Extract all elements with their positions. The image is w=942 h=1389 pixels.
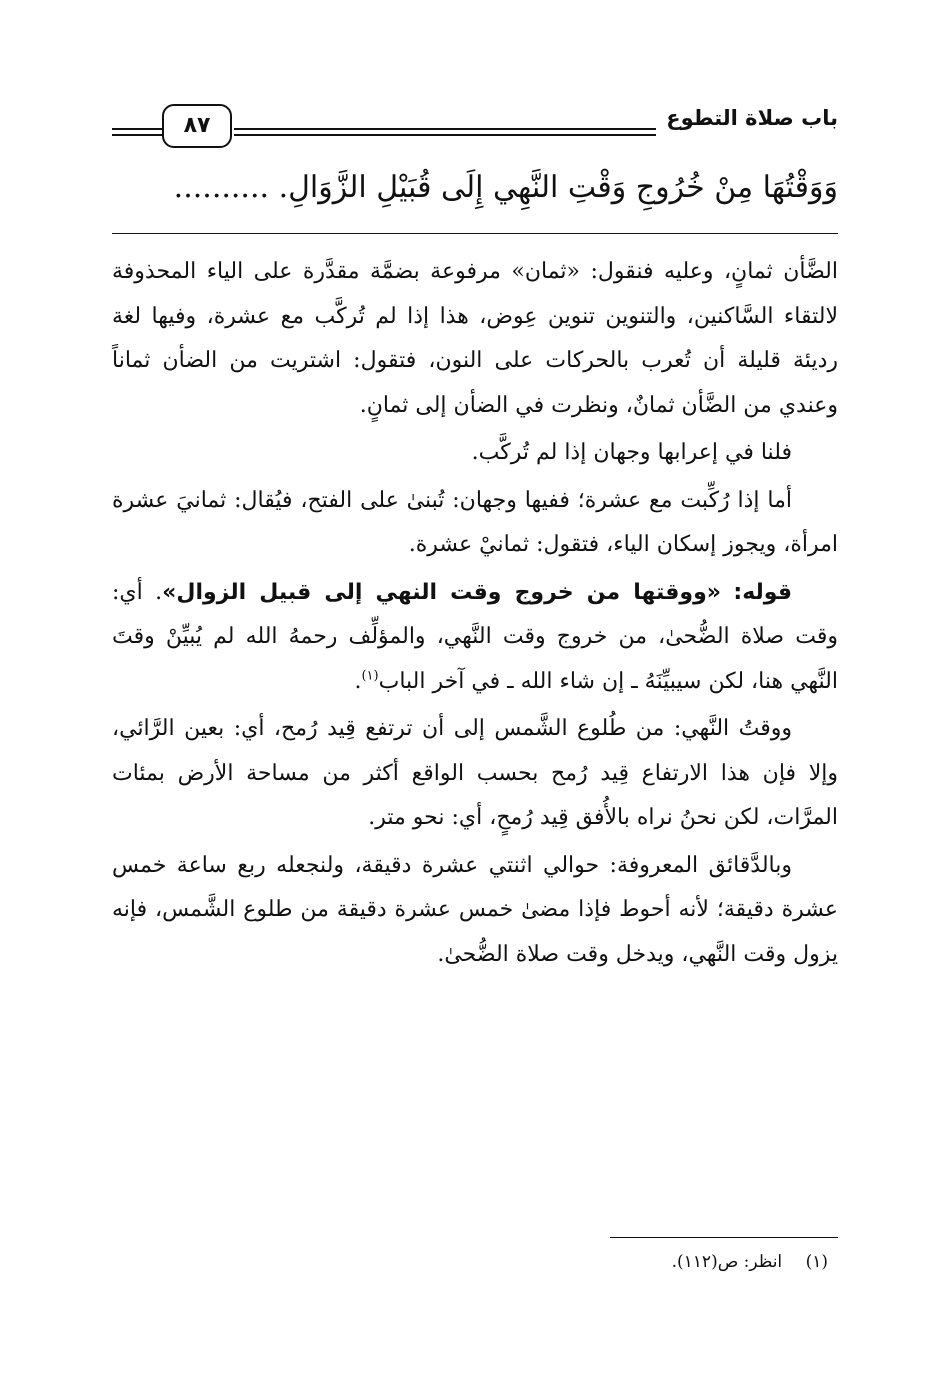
paragraph-4-text: . أي: وقت صلاة الضُّحىٰ، من خروج وقت النَّهي، والمؤلِّف رحمهُ الله لم يُبيِّنْ وقتَ النَّهي هنا، لكن سيبيِّنَهُ ـ إن شاء الله ـ في آخر الباب xyxy=(112,579,838,694)
chapter-title: باب صلاة التطوع xyxy=(666,106,838,130)
page-header xyxy=(112,104,838,150)
footnote xyxy=(672,1248,828,1276)
qawluhu-label: قوله: xyxy=(733,579,792,605)
matn-separator xyxy=(112,233,838,234)
paragraph-5: ووقتُ النَّهي: من طُلوع الشَّمس إلى أن ترتفع قِيد رُمح، أي: بعين الرَّائي، وإلا فإن هذا الارتفاع قِيد رُمح بحسب الواقع أكثر من مساحة الأرض بمئات المرَّات، لكن نحنُ نراه بالأُفق قِيد رُمحٍ، أي: نحو متر. xyxy=(112,716,838,830)
page-number: ٨٧ xyxy=(162,104,232,148)
header-double-rule-end xyxy=(112,128,162,136)
matn-quote: «ووقتها من خروج وقت النهي إلى قبيل الزوال» xyxy=(162,579,721,605)
footnote-reference[interactable]: (١) xyxy=(361,668,379,684)
paragraph-4 xyxy=(112,571,838,705)
footnote-number: (١) xyxy=(805,1252,828,1272)
footnote-text: انظر: ص(١١٢). xyxy=(671,1252,783,1272)
paragraph-2: فلنا في إعرابها وجهان إذا لم تُركَّب. xyxy=(471,440,792,465)
paragraph-6: وبالدَّقائق المعروفة: حوالي اثنتي عشرة دقيقة، ولنجعله ربع ساعة خمس عشرة دقيقة؛ لأنه أحوط فإذا مضىٰ خمس عشرة دقيقة من طلوع الشَّمس، فإنه يزول وقت النَّهي، ويدخل وقت صلاة الضُّحىٰ. xyxy=(112,852,838,967)
footnote-separator xyxy=(610,1237,838,1238)
matn-text: وَوَقْتُهَا مِنْ خُرُوجِ وَقْتِ النَّهِي إِلَى قُبَيْلِ الزَّوَالِ. .......... xyxy=(173,170,838,205)
commentary-body xyxy=(112,250,838,980)
paragraph-1: الضَّأن ثمانٍ، وعليه فنقول: «ثمان» مرفوعة بضمَّة مقدَّرة على الياء المحذوفة لالتقاء السَّاكنين، والتنوين تنوين عِوض، هذا إذا لم تُركَّب مع عشرة، وفيها لغة رديئة قليلة أن تُعرب بالحركات على النون، فتقول: اشتريت من الضأن ثماناً وعندي من الضَّأن ثمانٌ، ونظرت في الضأن إلى ثمانٍ. xyxy=(112,259,838,418)
header-double-rule xyxy=(234,128,656,136)
paragraph-4-end: . xyxy=(354,668,362,694)
paragraph-3: أما إذا رُكِّبت مع عشرة؛ ففيها وجهان: تُبنىٰ على الفتح، فيُقال: ثمانيَ عشرة امرأة، ويجوز إسكان الياء، فتقول: ثمانيْ عشرة. xyxy=(112,487,838,557)
